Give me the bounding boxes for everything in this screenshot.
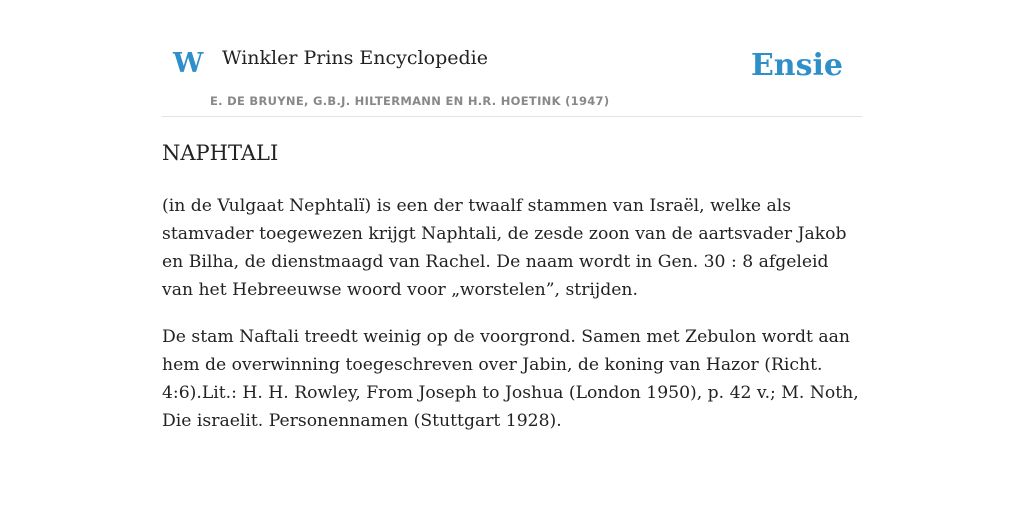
- page: [162, 0, 862, 431]
- book-header: [162, 0, 862, 117]
- book-authors: E. DE BRUYNE, G.B.J. HILTERMANN EN H.R. HOETINK (1947): [210, 94, 610, 108]
- entry-title: NAPHTALI: [162, 141, 279, 165]
- entry-body: [162, 192, 862, 454]
- entry-paragraph: (in de Vulgaat Nephtalï) is een der twaalf stammen van Israël, welke als stamvader toegewezen krijgt Naphtali, de zesde zoon van de aartsvader Jakob en Bilha, de dienstmaagd van Rachel. De naam wordt in Gen. 30 : 8 afgeleid van het Hebreeuwse woord voor „worstelen”, strijden.: [162, 196, 847, 300]
- book-logo-icon[interactable]: W: [173, 48, 204, 79]
- book-title-link[interactable]: Winkler Prins Encyclopedie: [222, 47, 488, 69]
- entry-paragraph: De stam Naftali treedt weinig op de voorgrond. Samen met Zebulon wordt aan hem de overwinning toegeschreven over Jabin, de koning van Hazor (Richt. 4:6).Lit.: H. H. Rowley, From Joseph to Joshua (London 1950), p. 42 v.; M. Noth, Die israelit. Personennamen (Stuttgart 1928).: [162, 327, 859, 431]
- ensie-brand-link[interactable]: Ensie: [750, 48, 843, 83]
